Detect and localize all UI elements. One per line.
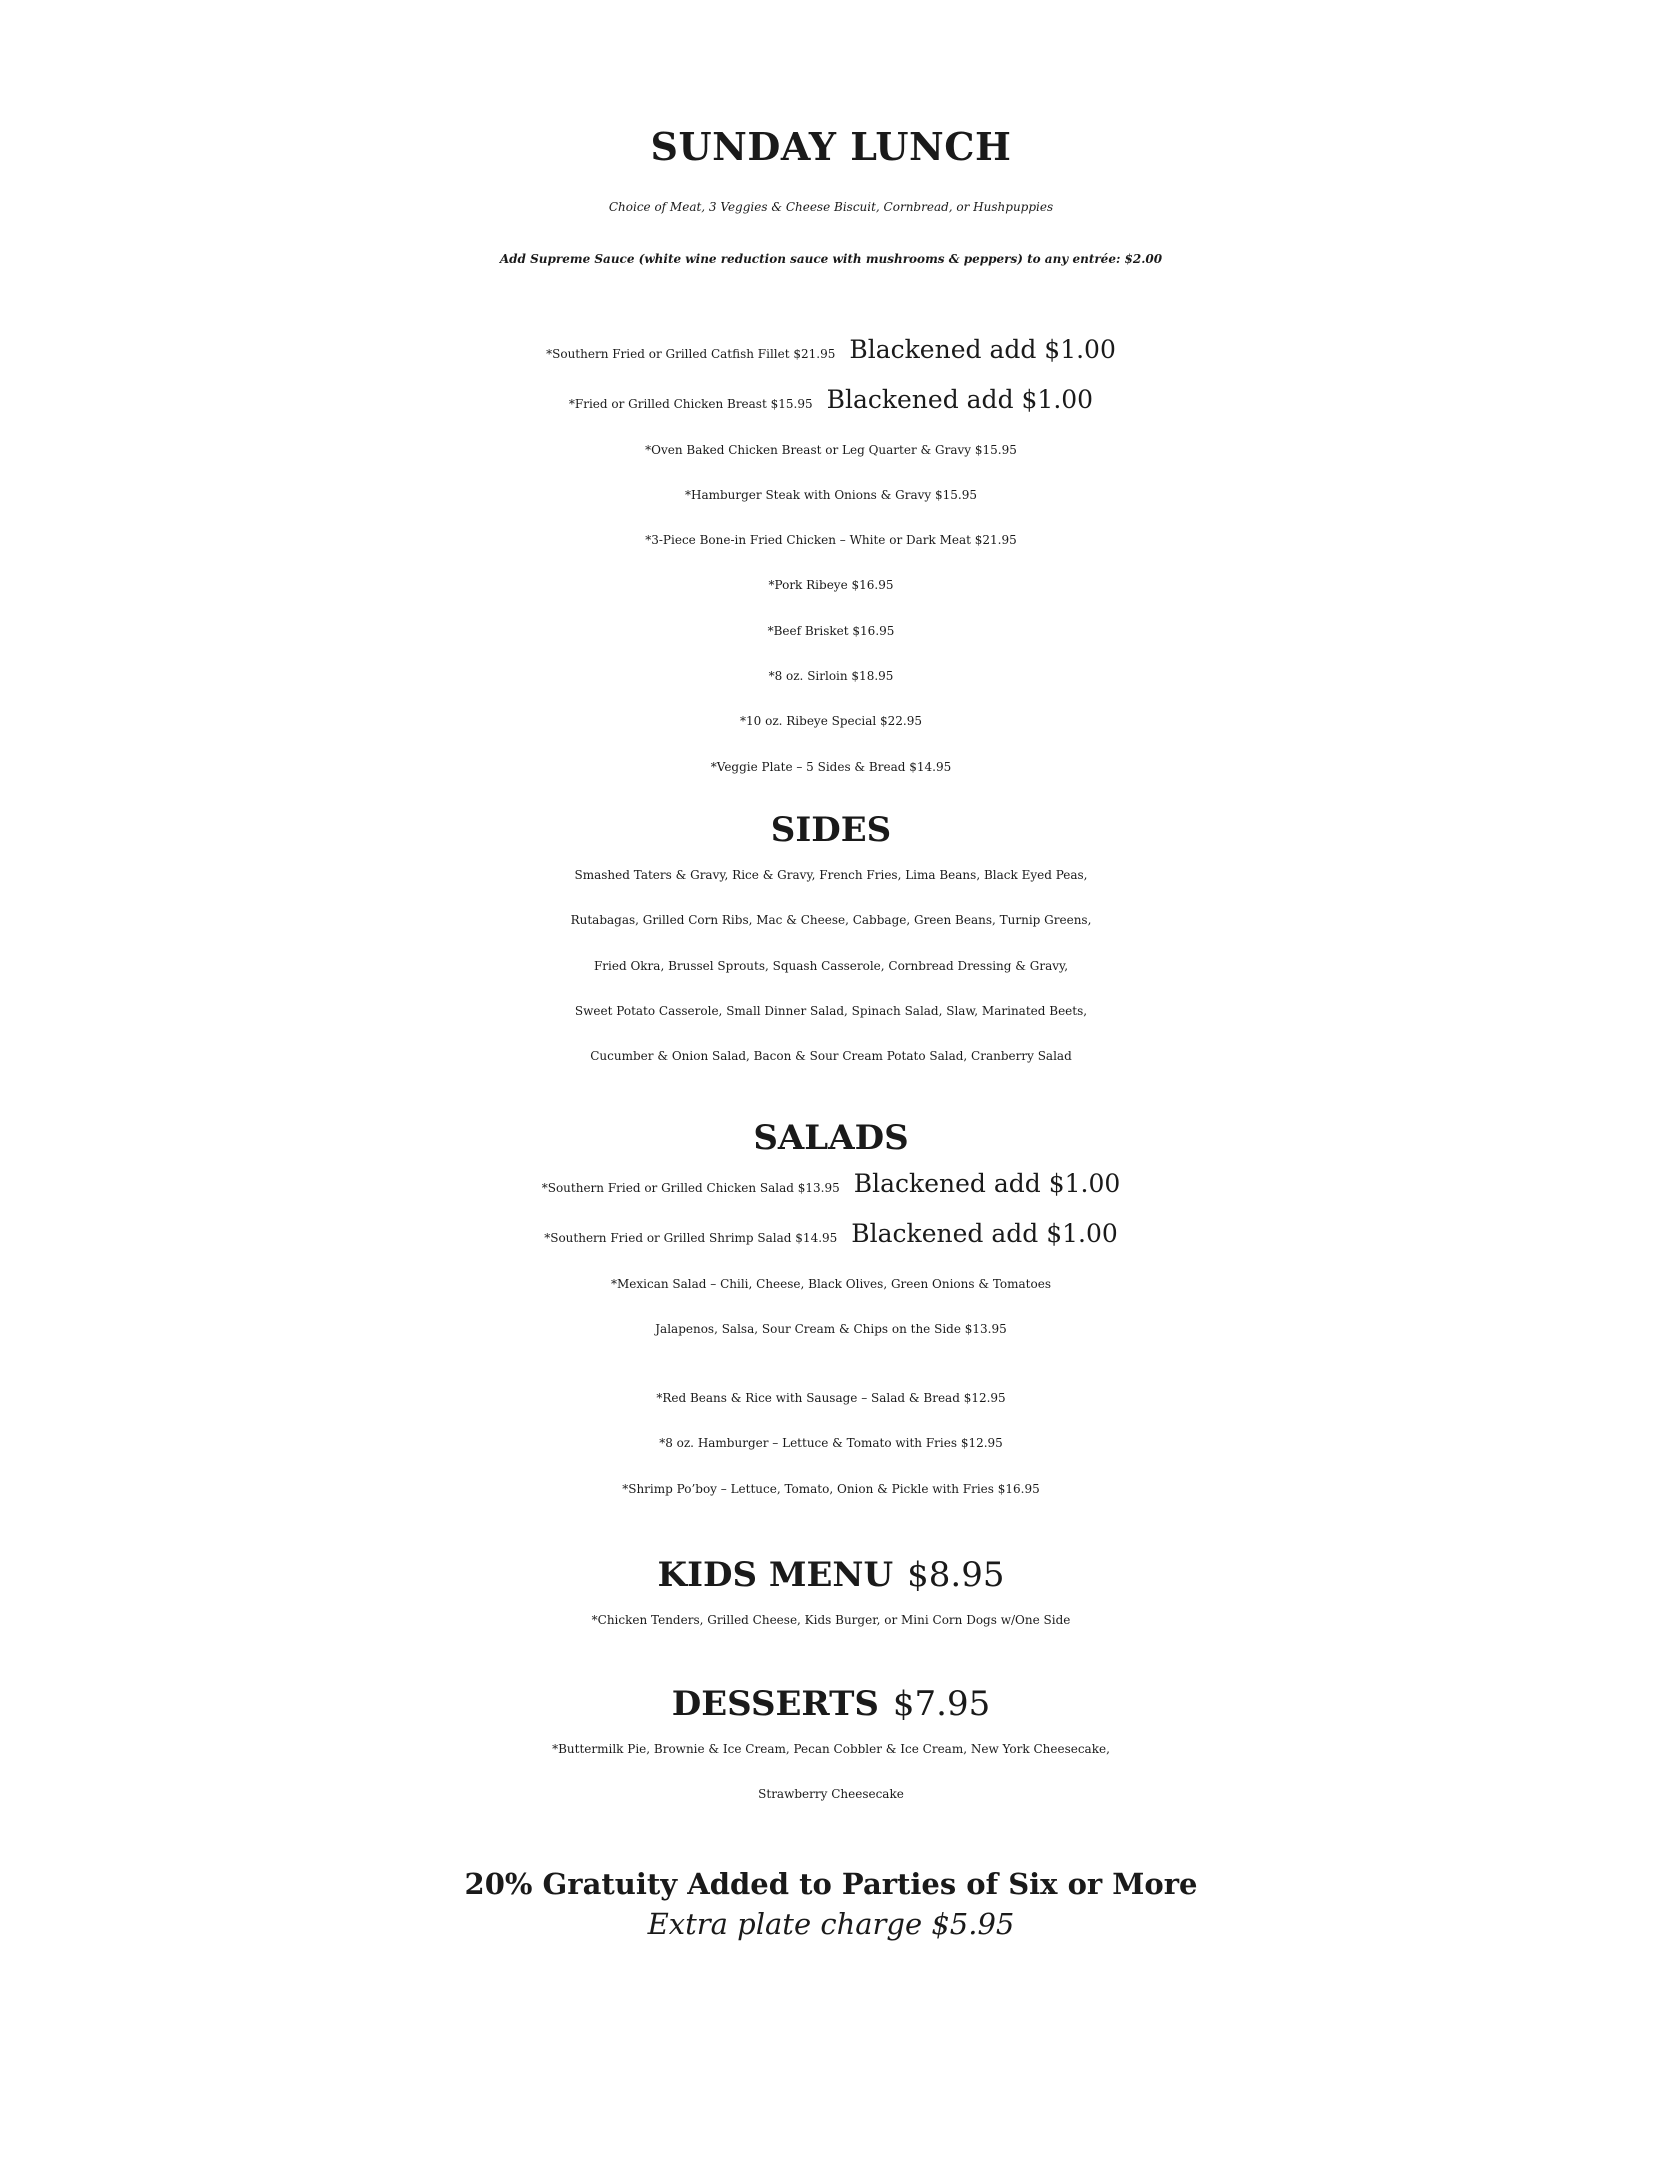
entree-item: *Beef Brisket $16.95 [767, 623, 895, 638]
entree-item: *8 oz. Sirloin $18.95 [768, 669, 894, 684]
sides-line: Rutabagas, Grilled Corn Ribs, Mac & Cheese, Cabbage, Green Beans, Turnip Greens, [570, 913, 1092, 928]
other-items [0, 1376, 1662, 1512]
entree-item: *Pork Ribeye $16.95 [768, 578, 894, 593]
kids-line: *Chicken Tenders, Grilled Cheese, Kids Burger, or Mini Corn Dogs w/One Side [591, 1613, 1071, 1627]
kids-heading: KIDS MENU $8.95 [657, 1555, 1005, 1595]
gratuity-note: 20% Gratuity Added to Parties of Six or More [464, 1867, 1198, 1901]
entree-item: *Southern Fried or Grilled Catfish Fillet $21.95 Blackened add $1.00 [546, 335, 1116, 364]
footer-notes [0, 1864, 1662, 1944]
salad-item: *Mexican Salad – Chili, Cheese, Black Olives, Green Onions & Tomatoes [611, 1276, 1051, 1291]
salads-heading: SALADS [753, 1118, 909, 1158]
menu-title: SUNDAY LUNCH [650, 124, 1012, 169]
salad-item: *Southern Fried or Grilled Chicken Salad $13.95 Blackened add $1.00 [541, 1169, 1121, 1198]
entree-item: *3-Piece Bone-in Fried Chicken – White or Dark Meat $21.95 [645, 533, 1017, 548]
sides-line: Smashed Taters & Gravy, Rice & Gravy, French Fries, Lima Beans, Black Eyed Peas, [574, 868, 1088, 882]
salad-item: *Southern Fried or Grilled Shrimp Salad $14.95 Blackened add $1.00 [544, 1219, 1118, 1249]
kids-section [0, 1553, 1662, 1643]
supreme-sauce-note: Add Supreme Sauce (white wine reduction sauce with mushrooms & peppers) to any entrée: $2.00 [499, 252, 1163, 266]
menu-item: *8 oz. Hamburger – Lettuce & Tomato with Fries $12.95 [659, 1436, 1003, 1451]
salads-section [0, 1116, 1662, 1352]
desserts-section [0, 1682, 1662, 1818]
entree-item: *10 oz. Ribeye Special $22.95 [740, 714, 922, 729]
salad-item: Jalapenos, Salsa, Sour Cream & Chips on the Side $13.95 [655, 1321, 1007, 1336]
sides-line: Sweet Potato Casserole, Small Dinner Salad, Spinach Salad, Slaw, Marinated Beets, [574, 1003, 1088, 1018]
menu-subtitle: Choice of Meat, 3 Veggies & Cheese Biscuit, Cornbread, or Hushpuppies [608, 200, 1054, 214]
menu-item: *Shrimp Po’boy – Lettuce, Tomato, Onion & Pickle with Fries $16.95 [622, 1481, 1040, 1496]
desserts-price: $7.95 [892, 1684, 991, 1724]
entree-item: *Fried or Grilled Chicken Breast $15.95 Blackened add $1.00 [568, 385, 1094, 415]
desserts-heading: DESSERTS $7.95 [671, 1684, 991, 1724]
kids-price: $8.95 [907, 1555, 1005, 1595]
desserts-line: *Buttermilk Pie, Brownie & Ice Cream, Pecan Cobbler & Ice Cream, New York Cheesecake, [552, 1742, 1110, 1756]
extra-plate-note: Extra plate charge $5.95 [647, 1907, 1015, 1941]
entree-item: *Veggie Plate – 5 Sides & Bread $14.95 [710, 759, 952, 774]
entree-item: *Oven Baked Chicken Breast or Leg Quarter & Gravy $15.95 [645, 442, 1017, 457]
sides-line: Cucumber & Onion Salad, Bacon & Sour Cream Potato Salad, Cranberry Salad [590, 1049, 1072, 1064]
sides-line: Fried Okra, Brussel Sprouts, Squash Casserole, Cornbread Dressing & Gravy, [593, 958, 1069, 973]
entree-item: *Hamburger Steak with Onions & Gravy $15.95 [684, 487, 977, 502]
sides-heading: SIDES [770, 810, 892, 850]
entrees-list [0, 327, 1662, 790]
menu-item: *Red Beans & Rice with Sausage – Salad & Bread $12.95 [656, 1391, 1006, 1405]
sides-section [0, 808, 1662, 1079]
desserts-line: Strawberry Cheesecake [758, 1787, 904, 1802]
